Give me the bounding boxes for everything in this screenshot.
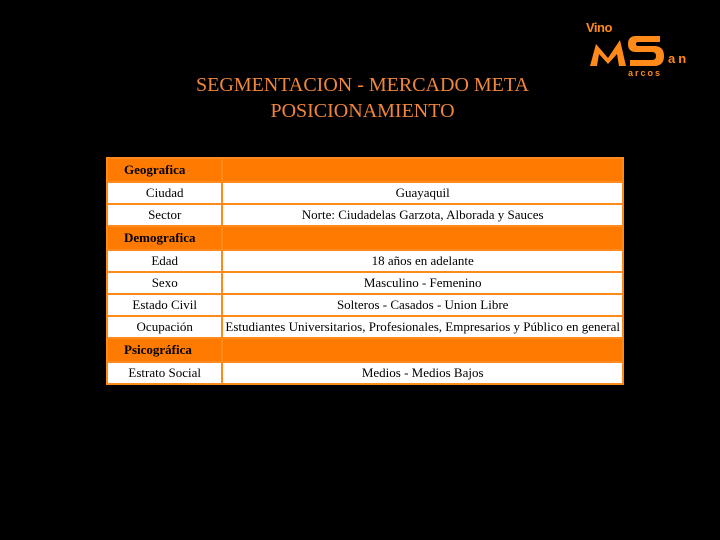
slide-title [140, 72, 585, 124]
section-row-demografica [108, 227, 622, 249]
row-label: Sexo [108, 273, 221, 293]
table-row [108, 251, 622, 271]
table-row [108, 205, 622, 225]
row-label: Sector [108, 205, 221, 225]
section-row-geografica [108, 159, 622, 181]
section-header-fill [223, 227, 622, 249]
section-header-fill [223, 339, 622, 361]
row-value: Norte: Ciudadelas Garzota, Alborada y Sauces [223, 205, 622, 225]
row-value: Medios - Medios Bajos [223, 363, 622, 383]
logo-m-shape [590, 40, 626, 66]
title-line-1: SEGMENTACION - MERCADO META [196, 74, 529, 96]
logo-vino-text: Vino [586, 20, 612, 35]
section-header-fill [223, 159, 622, 181]
table-row [108, 273, 622, 293]
section-header: Demografica [108, 227, 221, 249]
row-label: Ocupación [108, 317, 221, 337]
table-row [108, 363, 622, 383]
row-value: Estudiantes Universitarios, Profesionales, Empresarios y Público en general [223, 317, 622, 337]
row-label: Estrato Social [108, 363, 221, 383]
logo-s-shape [628, 36, 664, 66]
row-value: Masculino - Femenino [223, 273, 622, 293]
table-row [108, 295, 622, 315]
row-label: Edad [108, 251, 221, 271]
row-label: Estado Civil [108, 295, 221, 315]
logo-an-text: an [668, 51, 690, 66]
section-header: Psicográfica [108, 339, 221, 361]
vino-san-marcos-logo [584, 14, 704, 78]
row-value: Guayaquil [223, 183, 622, 203]
segmentation-table [106, 157, 624, 385]
row-value: Solteros - Casados - Union Libre [223, 295, 622, 315]
section-header: Geografica [108, 159, 221, 181]
table-row [108, 183, 622, 203]
logo-arcos-text: arcos [628, 68, 663, 78]
table-row [108, 317, 622, 337]
row-label: Ciudad [108, 183, 221, 203]
section-row-psicografica [108, 339, 622, 361]
row-value: 18 años en adelante [223, 251, 622, 271]
title-line-2: POSICIONAMIENTO [270, 100, 455, 122]
